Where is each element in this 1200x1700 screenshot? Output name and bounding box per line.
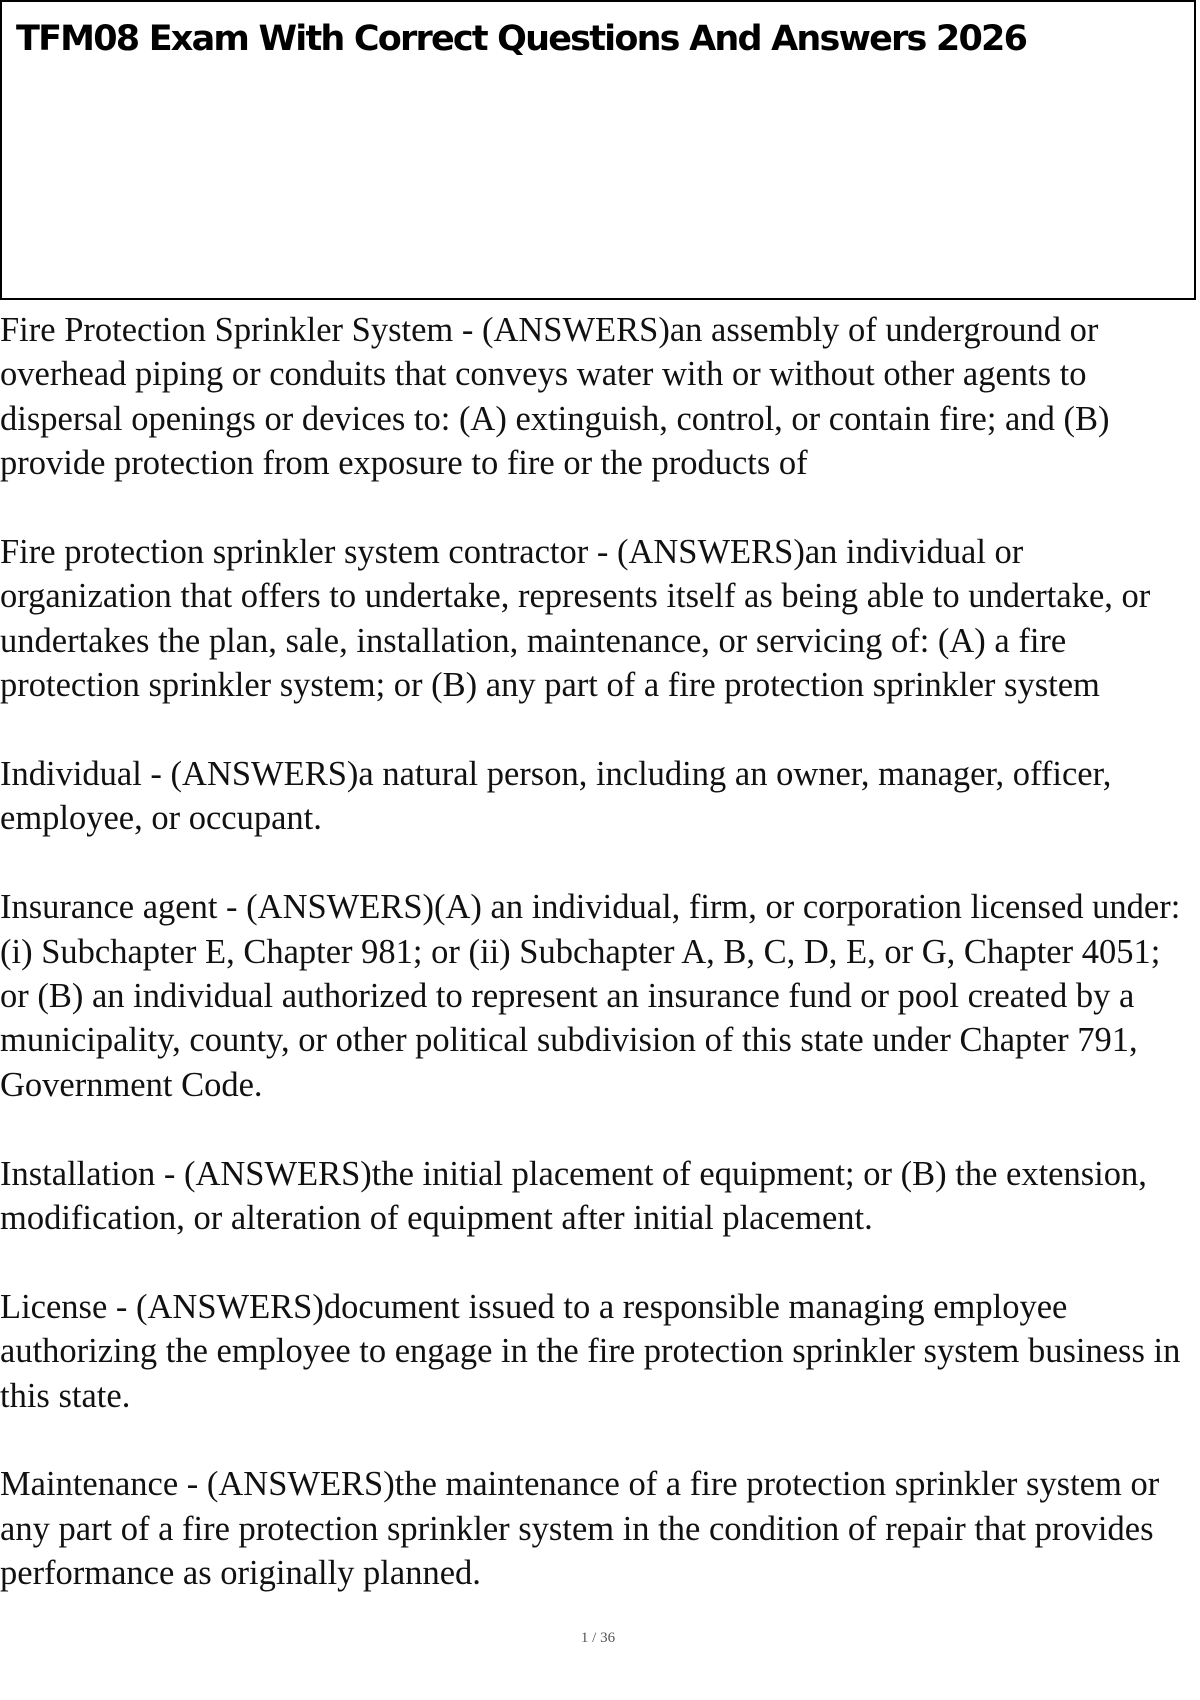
page-number: 1 / 36 [580,1630,616,1646]
document-body [0,308,1196,1640]
qa-entry: Maintenance - (ANSWERS)the maintenance of a fire protection sprinkler system or any part of a fire protection sprinkler system in the condition of repair that provides performance as originally planned. [0,1465,1160,1593]
qa-entry: Installation - (ANSWERS)the initial placement of equipment; or (B) the extension, modification, or alteration of equipment after initial placement. [0,1154,1147,1238]
qa-entry: Fire protection sprinkler system contractor - (ANSWERS)an individual or organization that offers to undertake, represents itself as being able to undertake, or undertakes the plan, sale, installation, maintenance, or servicing of: (A) a fire protection sprinkler system; or (B) any part of a fire protection sprinkler system [0,533,1151,705]
qa-entry: Insurance agent - (ANSWERS)(A) an individual, firm, or corporation licensed under: (i) Subchapter E, Chapter 981; or (ii) Subchapter A, B, C, D, E, or G, Chapter 4051; or (B) an individual authorized to represent an insurance fund or pool created by a municipality, county, or other political subdivision of this state under Chapter 791, Government Code. [0,888,1181,1104]
qa-entry: License - (ANSWERS)document issued to a responsible managing employee authorizing the employee to engage in the fire protection sprinkler system business in this state. [0,1287,1181,1415]
qa-entry: Individual - (ANSWERS)a natural person, including an owner, manager, officer, employee, or occupant. [0,755,1112,838]
document-title: TFM08 Exam With Correct Questions And Answers 2026 [16,19,1027,59]
title-box [0,0,1196,300]
qa-entry: Fire Protection Sprinkler System - (ANSWERS)an assembly of underground or overhead piping or conduits that conveys water with or without other agents to dispersal openings or devices to: (A) extinguish, control, or contain fire; and (B) provide protection from exposure to fire or the products of [0,311,1110,483]
